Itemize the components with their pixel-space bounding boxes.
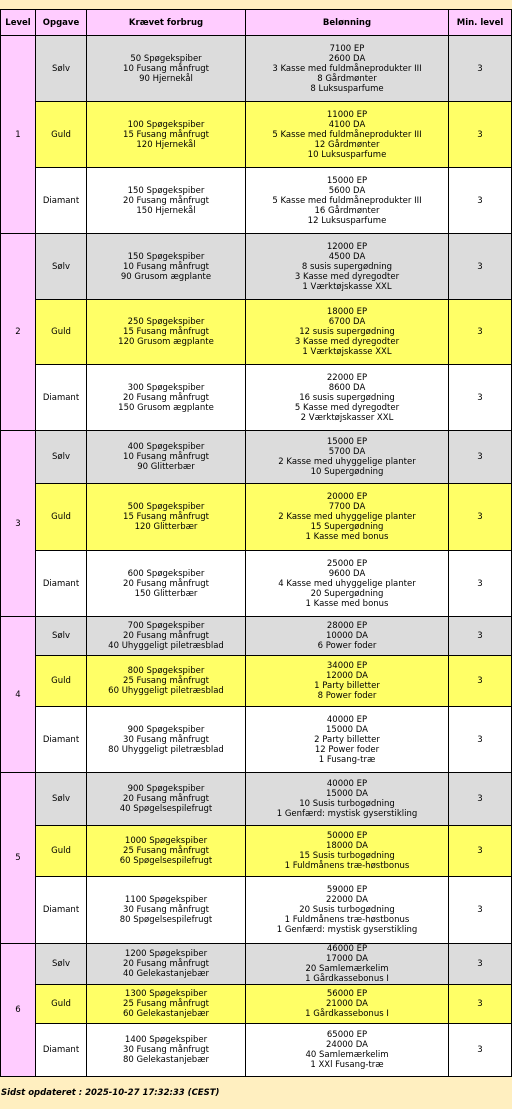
belonning-cell (246, 551, 449, 617)
forbrug-line: 600 Spøgekspiber (127, 568, 205, 579)
min-level-cell: 3 (449, 617, 512, 656)
forbrug-line: 60 Gelekastanjebær (122, 1009, 210, 1019)
opgave-cell: Diamant (36, 168, 87, 234)
last-updated-text: Sidst opdateret : 2025-10-27 17:32:33 (CEST) (1, 1088, 220, 1098)
forbrug-line: 1300 Spøgekspiber (124, 989, 208, 999)
table-row (1, 826, 512, 877)
belonning-line: 21000 DA (326, 999, 368, 1009)
table-row (1, 707, 512, 773)
belonning-line: 1 Gårdkassebonus I (305, 974, 389, 984)
forbrug-cell (87, 551, 246, 617)
table-row (1, 484, 512, 551)
level-cell: 2 (1, 234, 36, 431)
min-level-cell: 3 (449, 551, 512, 617)
belonning-line: 4 Kasse med uhyggelige planter (278, 578, 416, 589)
min-level-cell: 3 (449, 36, 512, 102)
forbrug-line: 150 Spøgekspiber (127, 251, 205, 262)
belonning-cell (246, 365, 449, 431)
forbrug-line: 20 Fusang månfrugt (123, 631, 209, 641)
min-level-cell: 3 (449, 944, 512, 985)
belonning-line: 8 Power foder (317, 691, 377, 701)
belonning-line: 18000 EP (326, 307, 368, 317)
table-row (1, 773, 512, 826)
forbrug-line: 40 Uhyggeligt piletræsblad (108, 641, 224, 651)
forbrug-cell (87, 102, 246, 168)
table-row (1, 168, 512, 234)
belonning-line: 15000 DA (326, 724, 368, 735)
belonning-cell (246, 484, 449, 551)
belonning-line: 20 Supergødning (310, 588, 384, 599)
belonning-line: 46000 EP (326, 944, 368, 954)
belonning-line: 4500 DA (328, 251, 366, 262)
level-cell: 3 (1, 431, 36, 617)
forbrug-line: 90 Glitterbær (137, 462, 195, 472)
belonning-line: 1 Kasse med bonus (305, 598, 389, 609)
quest-table (0, 9, 512, 1077)
forbrug-cell (87, 985, 246, 1024)
belonning-line: 5700 DA (328, 447, 366, 457)
belonning-line: 8 susis supergødning (301, 261, 393, 272)
belonning-line: 15000 DA (326, 789, 368, 799)
belonning-line: 22000 DA (326, 895, 368, 905)
forbrug-line: 20 Fusang månfrugt (123, 959, 209, 969)
belonning-cell (246, 944, 449, 985)
belonning-line: 2 Party billetter (314, 734, 380, 745)
belonning-line: 1 Værktøjskasse XXL (302, 281, 392, 292)
table-row (1, 300, 512, 365)
table-row (1, 234, 512, 300)
min-level-cell: 3 (449, 484, 512, 551)
min-level-cell: 3 (449, 365, 512, 431)
belonning-line: 12000 DA (326, 671, 368, 681)
opgave-cell: Guld (36, 826, 87, 877)
belonning-line: 12000 EP (326, 241, 368, 252)
belonning-line: 10 Susis turbogødning (299, 799, 395, 809)
belonning-cell (246, 168, 449, 234)
opgave-cell: Diamant (36, 551, 87, 617)
min-level-cell: 3 (449, 1024, 512, 1077)
forbrug-line: 15 Fusang månfrugt (123, 129, 209, 140)
forbrug-line: 80 Uhyggeligt piletræsblad (108, 744, 224, 755)
belonning-line: 8 Gårdmønter (317, 73, 377, 84)
belonning-line: 18000 DA (326, 841, 368, 851)
belonning-line: 20000 EP (326, 492, 368, 502)
belonning-line: 56000 EP (326, 989, 368, 999)
forbrug-line: 20 Fusang månfrugt (123, 392, 209, 403)
belonning-line: 3 Kasse med dyregodter (294, 337, 400, 347)
belonning-line: 34000 EP (326, 661, 368, 671)
min-level-cell: 3 (449, 826, 512, 877)
belonning-cell (246, 773, 449, 826)
belonning-line: 6 Power foder (317, 641, 377, 651)
forbrug-line: 700 Spøgekspiber (127, 621, 205, 631)
belonning-line: 7100 EP (329, 43, 365, 54)
belonning-line: 10 Supergødning (310, 467, 384, 477)
min-level-cell: 3 (449, 300, 512, 365)
belonning-line: 2 Kasse med uhyggelige planter (278, 512, 416, 522)
forbrug-line: 150 Grusom ægplante (118, 402, 214, 413)
min-level-cell: 3 (449, 656, 512, 707)
table-row (1, 365, 512, 431)
belonning-line: 20 Susis turbogødning (299, 905, 395, 915)
level-cell: 4 (1, 617, 36, 773)
belonning-line: 1 Fuldmånens træ-høstbonus (284, 861, 410, 871)
forbrug-cell (87, 431, 246, 484)
min-level-cell: 3 (449, 707, 512, 773)
belonning-cell (246, 102, 449, 168)
table-row (1, 656, 512, 707)
belonning-line: 1 XXl Fusang-træ (310, 1060, 384, 1070)
belonning-cell (246, 234, 449, 300)
forbrug-line: 80 Spøgelsespilefrugt (119, 915, 213, 925)
belonning-line: 5600 DA (328, 185, 366, 196)
opgave-cell: Guld (36, 102, 87, 168)
belonning-line: 9600 DA (328, 568, 366, 579)
belonning-cell (246, 826, 449, 877)
forbrug-line: 1200 Spøgekspiber (124, 949, 208, 959)
belonning-line: 12 susis supergødning (299, 327, 395, 337)
belonning-line: 15 Supergødning (310, 522, 384, 532)
belonning-cell (246, 985, 449, 1024)
forbrug-line: 15 Fusang månfrugt (123, 512, 209, 522)
header-min-level: Min. level (449, 10, 512, 36)
forbrug-cell (87, 826, 246, 877)
forbrug-line: 400 Spøgekspiber (127, 442, 205, 452)
forbrug-line: 100 Spøgekspiber (127, 119, 205, 130)
belonning-line: 5 Kasse med fuldmåneprodukter III (272, 129, 422, 140)
belonning-line: 24000 DA (326, 1040, 368, 1050)
belonning-line: 2 Værktøjskasser XXL (300, 412, 394, 423)
forbrug-line: 25 Fusang månfrugt (123, 676, 209, 686)
belonning-line: 59000 EP (326, 885, 368, 895)
belonning-line: 1 Fusang-træ (318, 754, 376, 765)
forbrug-cell (87, 36, 246, 102)
belonning-line: 15 Susis turbogødning (299, 851, 395, 861)
min-level-cell: 3 (449, 877, 512, 944)
forbrug-line: 900 Spøgekspiber (127, 784, 205, 794)
forbrug-cell (87, 656, 246, 707)
belonning-line: 5 Kasse med dyregodter (294, 402, 400, 413)
belonning-line: 16 susis supergødning (299, 392, 395, 403)
table-row (1, 877, 512, 944)
opgave-cell: Sølv (36, 617, 87, 656)
min-level-cell: 3 (449, 102, 512, 168)
forbrug-line: 90 Grusom ægplante (120, 271, 212, 282)
belonning-line: 65000 EP (326, 1030, 368, 1040)
table-row (1, 431, 512, 484)
table-row (1, 985, 512, 1024)
belonning-cell (246, 300, 449, 365)
opgave-cell: Diamant (36, 707, 87, 773)
belonning-line: 17000 DA (326, 954, 368, 964)
forbrug-line: 120 Hjernekål (136, 139, 196, 150)
forbrug-line: 20 Fusang månfrugt (123, 195, 209, 206)
forbrug-line: 60 Spøgelsespilefrugt (119, 856, 213, 866)
forbrug-cell (87, 1024, 246, 1077)
min-level-cell: 3 (449, 773, 512, 826)
belonning-line: 6700 DA (328, 317, 366, 327)
belonning-line: 40 Samlemærkelim (305, 1050, 389, 1060)
forbrug-line: 10 Fusang månfrugt (123, 63, 209, 74)
belonning-line: 28000 EP (326, 621, 368, 631)
forbrug-line: 20 Fusang månfrugt (123, 794, 209, 804)
forbrug-cell (87, 707, 246, 773)
forbrug-line: 40 Gelekastanjebær (122, 969, 210, 979)
opgave-cell: Guld (36, 985, 87, 1024)
level-cell: 6 (1, 944, 36, 1077)
table-row (1, 102, 512, 168)
forbrug-cell (87, 877, 246, 944)
forbrug-line: 80 Gelekastanjebær (122, 1055, 210, 1065)
forbrug-line: 120 Glitterbær (134, 522, 198, 532)
opgave-cell: Sølv (36, 773, 87, 826)
forbrug-line: 300 Spøgekspiber (127, 382, 205, 393)
forbrug-line: 500 Spøgekspiber (127, 502, 205, 512)
forbrug-line: 250 Spøgekspiber (127, 317, 205, 327)
level-cell: 1 (1, 36, 36, 234)
table-row (1, 36, 512, 102)
belonning-line: 8600 DA (328, 382, 366, 393)
forbrug-line: 10 Fusang månfrugt (123, 261, 209, 272)
opgave-cell: Diamant (36, 365, 87, 431)
header-opgave: Opgave (36, 10, 87, 36)
forbrug-line: 1400 Spøgekspiber (124, 1035, 208, 1045)
level-cell: 5 (1, 773, 36, 944)
belonning-line: 15000 EP (326, 175, 368, 186)
belonning-cell (246, 36, 449, 102)
belonning-line: 1 Kasse med bonus (305, 532, 389, 542)
forbrug-line: 50 Spøgekspiber (130, 53, 202, 64)
belonning-line: 50000 EP (326, 831, 368, 841)
belonning-line: 3 Kasse med fuldmåneprodukter III (272, 63, 422, 74)
table-header-row (1, 10, 512, 36)
opgave-cell: Guld (36, 656, 87, 707)
forbrug-line: 30 Fusang månfrugt (123, 905, 209, 915)
quest-table-body (1, 36, 512, 1077)
belonning-line: 7700 DA (328, 502, 366, 512)
belonning-line: 15000 EP (326, 437, 368, 447)
belonning-line: 1 Genfærd: mystisk gyserstikling (276, 809, 418, 819)
belonning-cell (246, 707, 449, 773)
forbrug-line: 150 Spøgekspiber (127, 185, 205, 196)
belonning-line: 1 Party billetter (314, 681, 380, 691)
belonning-line: 1 Genfærd: mystisk gyserstikling (276, 925, 418, 935)
quest-table-container (0, 9, 511, 1077)
forbrug-line: 60 Uhyggeligt piletræsblad (108, 686, 224, 696)
forbrug-line: 120 Grusom ægplante (118, 337, 214, 347)
forbrug-line: 150 Hjernekål (136, 205, 196, 216)
forbrug-line: 90 Hjernekål (139, 73, 193, 84)
belonning-line: 12 Luksusparfume (307, 215, 387, 226)
forbrug-cell (87, 773, 246, 826)
table-row (1, 551, 512, 617)
opgave-cell: Diamant (36, 1024, 87, 1077)
belonning-line: 1 Gårdkassebonus I (305, 1009, 389, 1019)
belonning-line: 20 Samlemærkelim (305, 964, 389, 974)
belonning-cell (246, 431, 449, 484)
forbrug-line: 10 Fusang månfrugt (123, 452, 209, 462)
opgave-cell: Sølv (36, 36, 87, 102)
min-level-cell: 3 (449, 431, 512, 484)
belonning-line: 3 Kasse med dyregodter (294, 271, 400, 282)
belonning-line: 5 Kasse med fuldmåneprodukter III (272, 195, 422, 206)
forbrug-line: 1100 Spøgekspiber (124, 895, 208, 905)
opgave-cell: Sølv (36, 944, 87, 985)
min-level-cell: 3 (449, 168, 512, 234)
table-row (1, 944, 512, 985)
header-forbrug: Krævet forbrug (87, 10, 246, 36)
belonning-line: 8 Luksusparfume (310, 83, 384, 94)
belonning-line: 4100 DA (328, 119, 366, 130)
forbrug-line: 30 Fusang månfrugt (123, 1045, 209, 1055)
forbrug-line: 900 Spøgekspiber (127, 724, 205, 735)
header-level: Level (1, 10, 36, 36)
min-level-cell: 3 (449, 234, 512, 300)
forbrug-line: 1000 Spøgekspiber (124, 836, 208, 846)
min-level-cell: 3 (449, 985, 512, 1024)
forbrug-line: 150 Glitterbær (134, 588, 198, 599)
belonning-line: 16 Gårdmønter (314, 205, 380, 216)
belonning-cell (246, 656, 449, 707)
forbrug-cell (87, 365, 246, 431)
belonning-line: 10 Luksusparfume (307, 149, 387, 160)
forbrug-line: 25 Fusang månfrugt (123, 846, 209, 856)
opgave-cell: Guld (36, 484, 87, 551)
belonning-line: 40000 EP (326, 779, 368, 789)
belonning-line: 12 Gårdmønter (314, 139, 380, 150)
opgave-cell: Sølv (36, 431, 87, 484)
belonning-line: 11000 EP (326, 109, 368, 120)
opgave-cell: Guld (36, 300, 87, 365)
table-row (1, 1024, 512, 1077)
forbrug-line: 30 Fusang månfrugt (123, 734, 209, 745)
belonning-line: 22000 EP (326, 372, 368, 383)
opgave-cell: Sølv (36, 234, 87, 300)
forbrug-cell (87, 617, 246, 656)
belonning-line: 25000 EP (326, 558, 368, 569)
header-belonning: Belønning (246, 10, 449, 36)
belonning-line: 10000 DA (326, 631, 368, 641)
belonning-cell (246, 877, 449, 944)
forbrug-line: 20 Fusang månfrugt (123, 578, 209, 589)
forbrug-line: 40 Spøgelsespilefrugt (119, 804, 213, 814)
table-row (1, 617, 512, 656)
belonning-line: 12 Power foder (314, 744, 380, 755)
belonning-cell (246, 1024, 449, 1077)
belonning-line: 1 Fuldmånens træ-høstbonus (284, 915, 410, 925)
forbrug-cell (87, 944, 246, 985)
belonning-line: 40000 EP (326, 714, 368, 725)
forbrug-line: 25 Fusang månfrugt (123, 999, 209, 1009)
belonning-line: 2600 DA (328, 53, 366, 64)
belonning-cell (246, 617, 449, 656)
belonning-line: 1 Værktøjskasse XXL (302, 347, 392, 357)
belonning-line: 2 Kasse med uhyggelige planter (278, 457, 416, 467)
forbrug-cell (87, 168, 246, 234)
forbrug-cell (87, 300, 246, 365)
forbrug-line: 800 Spøgekspiber (127, 666, 205, 676)
forbrug-cell (87, 484, 246, 551)
forbrug-line: 15 Fusang månfrugt (123, 327, 209, 337)
opgave-cell: Diamant (36, 877, 87, 944)
forbrug-cell (87, 234, 246, 300)
